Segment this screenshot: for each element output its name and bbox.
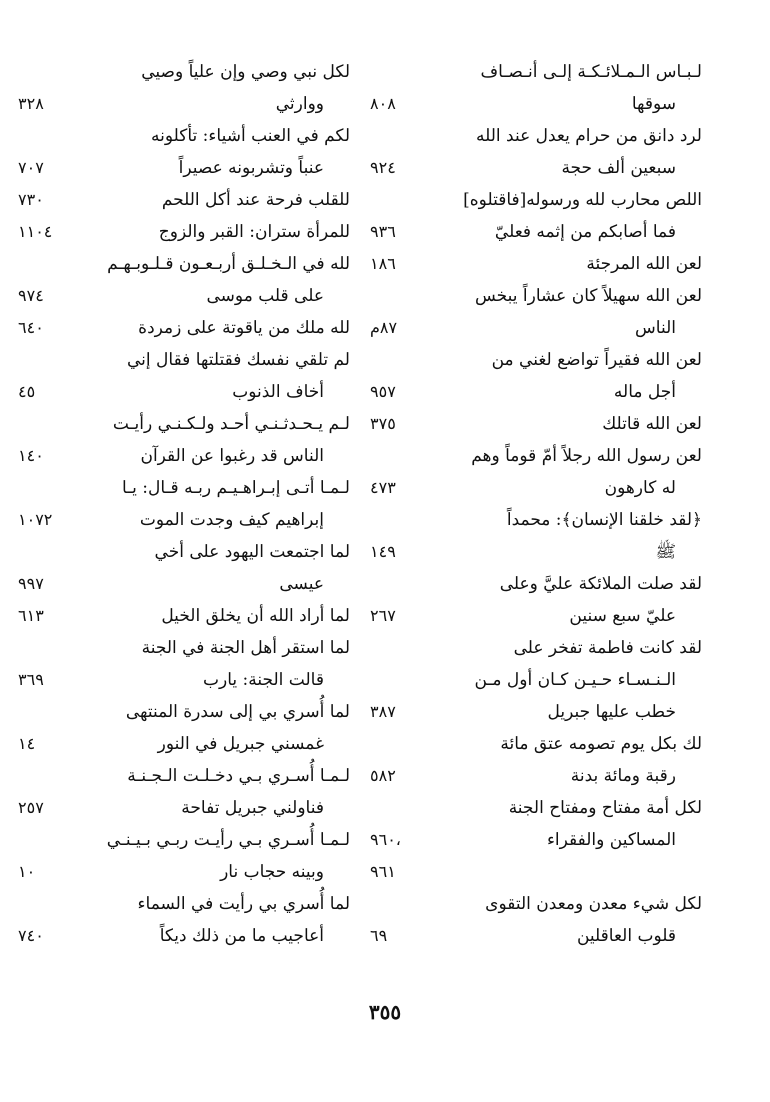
page-reference: ١٨٦ [370,254,396,273]
entry-text: فما أصابكم من إثمه فعليّ [494,222,676,242]
index-line [370,504,702,536]
entry-text: للمرأة ستران: القبر والزوج [158,222,350,242]
entry-text: لـبـاس الـمـلائـكـة إلـى أنـصـاف [480,62,702,82]
entry-text: على قلب موسى [206,286,324,306]
entry-text: عليّ سبع سنين [569,606,676,626]
entry-text: لكل شيء معدن ومعدن التقوى [485,894,702,914]
index-line [370,408,702,440]
index-line [370,376,702,408]
page-reference: ٣٨٧ [370,702,396,721]
entry-text: لك بكل يوم تصومه عتق مائة [500,734,702,754]
index-line [370,664,702,696]
page-reference: ٨٠٨ [370,94,396,113]
entry-text: وبينه حجاب نار [220,862,324,882]
index-line [18,600,350,632]
index-line [370,248,702,280]
page-reference: ٩٦٠، [370,830,401,849]
entry-text: لقد صلت الملائكة عليَّ وعلى [499,574,702,594]
index-line [18,856,350,888]
entry-text: لما أُسري بي رأيت في السماء [137,894,350,914]
entry-text: لعن الله سهيلاً كان عشاراً يبخس [474,286,702,306]
index-line [18,344,350,376]
index-line [370,632,702,664]
index-line [370,344,702,376]
index-line [18,88,350,120]
page-reference: ٩٢٤ [370,158,396,177]
page-reference: ١٠٧٢ [18,510,53,529]
entry-text: لكل أمة مفتاح ومفتاح الجنة [508,798,702,818]
index-line [18,632,350,664]
page-reference: ٧٣٠ [18,190,44,209]
index-line [18,312,350,344]
page-reference: ٩٦١ [370,862,396,881]
entry-text: لعن الله فقيراً تواضع لغني من [491,350,702,370]
entry-text: لقد كانت فاطمة تفخر على [513,638,702,658]
index-line [370,312,702,344]
entry-text: سوقها [631,94,676,114]
right-column [370,56,702,952]
entry-text: قلوب العاقلين [576,926,676,946]
entry-text: سبعين ألف حجة [561,158,676,178]
page-reference: ٩٥٧ [370,382,396,401]
entry-text: لكل نبي وصي وإن علياً وصيي [141,62,350,82]
entry-text: الـنـسـاء حـيـن كـان أول مـن [474,670,676,690]
entry-text: أجل ماله [613,382,676,402]
entry-text: رقبة ومائة بدنة [570,766,676,786]
page-reference: ٧٠٧ [18,158,44,177]
entry-text: عنباً وتشربونه عصيراً [178,158,324,178]
page-reference: ٣٦٩ [18,670,44,689]
entry-text: لـم يـحـدثـنـي أحـد ولـكـنـي رأيـت [112,414,350,434]
entry-text: لما استقر أهل الجنة في الجنة [141,638,350,658]
entry-text: أعاجيب ما من ذلك ديكاً [159,926,324,946]
index-line [18,440,350,472]
index-line [18,280,350,312]
index-line [18,696,350,728]
entry-text: لـمـا أُسـري بـي رأيـت ربـي بـيـنـي [106,830,350,850]
index-line [370,920,702,952]
entry-text: لله في الـخـلـق أربـعـون قـلـوبـهـم [107,254,350,274]
index-line [370,760,702,792]
index-line [370,184,702,216]
index-line [370,568,702,600]
entry-text: اللص محارب لله ورسوله[فاقتلوه] [463,190,702,210]
index-line [18,248,350,280]
page-reference: ١٠ [18,862,36,881]
index-line [370,280,702,312]
index-line [370,88,702,120]
index-line [18,792,350,824]
index-line [18,504,350,536]
index-line [370,728,702,760]
index-line [18,408,350,440]
index-line [18,120,350,152]
entry-text: لـمـا أُسـري بـي دخـلـت الـجـنـة [127,766,350,786]
entry-text: لم تلقي نفسك فقتلتها فقال إني [127,350,350,370]
index-line [18,472,350,504]
page-reference: ٣٢٨ [18,94,44,113]
entry-text: غمسني جبريل في النور [157,734,324,754]
entry-text: أخاف الذنوب [232,382,324,402]
page-reference: ٢٥٧ [18,798,44,817]
entry-text: عيسى [279,574,324,594]
page-reference: ١٤٠ [18,446,44,465]
page-reference: ٢٦٧ [370,606,396,625]
index-line [370,792,702,824]
entry-text: لعن الله المرجئة [586,254,702,274]
page-number: ٣٥٥ [368,1000,402,1024]
entry-text: لما اجتمعت اليهود على أخي [154,542,350,562]
index-line [370,696,702,728]
entry-text: للقلب فرحة عند أكل اللحم [161,190,350,210]
page-reference: ١١٠٤ [18,222,53,241]
index-line [370,216,702,248]
index-line [370,536,702,568]
page-reference: ٣٧٥ [370,414,396,433]
index-line [18,376,350,408]
page-reference: ٤٧٣ [370,478,396,497]
entry-text: ووارثي [275,94,324,114]
entry-text: لما أراد الله أن يخلق الخيل [161,606,350,626]
entry-text: لعن رسول الله رجلاً أمّ قوماً وهم [471,446,702,466]
entry-text: لرد دانق من حرام يعدل عند الله [476,126,702,146]
index-line [18,568,350,600]
entry-text: له كارهون [604,478,676,498]
index-line [370,856,702,888]
index-line [370,824,702,856]
page-reference: ٦٩ [370,926,388,945]
index-line [370,888,702,920]
page-reference: ٩٣٦ [370,222,396,241]
entry-text: الناس [635,318,676,338]
page-reference: ٩٩٧ [18,574,44,593]
index-line [18,920,350,952]
entry-text: لكم في العنب أشياء: تأكلونه [151,126,350,146]
index-line [370,472,702,504]
index-line [18,760,350,792]
entry-text: ﴿لقد خلقنا الإنسان﴾: محمداً [506,510,702,530]
entry-text: إبراهيم كيف وجدت الموت [139,510,324,530]
index-line [18,152,350,184]
index-line [18,888,350,920]
entry-text: لعن الله قاتلك [602,414,702,434]
entry-text: لله ملك من ياقوتة على زمردة [138,318,350,338]
index-line [370,56,702,88]
index-line [18,536,350,568]
index-line [18,216,350,248]
entry-text: فناولني جبريل تفاحة [181,798,324,818]
index-line [18,824,350,856]
index-line [370,600,702,632]
index-line [370,440,702,472]
page-reference: ٦٤٠ [18,318,44,337]
page-reference: ٧٤٠ [18,926,44,945]
page-reference: ١٤٩ [370,542,396,561]
index-line [18,184,350,216]
entry-text: لما أُسري بي إلى سدرة المنتهى [125,702,350,722]
entry-text: قالت الجنة: يارب [203,670,324,690]
page-reference: ١٤ [18,734,36,753]
index-line [18,56,350,88]
page-reference: ٩٧٤ [18,286,44,305]
entry-text: الناس قد رغبوا عن القرآن [140,446,324,466]
entry-text: خطب عليها جبريل [547,702,676,722]
index-line [18,728,350,760]
page-reference: ٥٨٢ [370,766,396,785]
entry-text: المساكين والفقراء [546,830,676,850]
page-reference: ٦١٣ [18,606,44,625]
entry-text: لـمـا أتـى إبـراهـيـم ربـه قـال: يـا [122,478,350,498]
entry-text: ﷺ [655,542,676,562]
page-reference: ٤٥ [18,382,36,401]
index-line [370,120,702,152]
left-column [18,56,350,952]
page-reference: ٨٧م [370,318,398,337]
index-line [18,664,350,696]
index-line [370,152,702,184]
